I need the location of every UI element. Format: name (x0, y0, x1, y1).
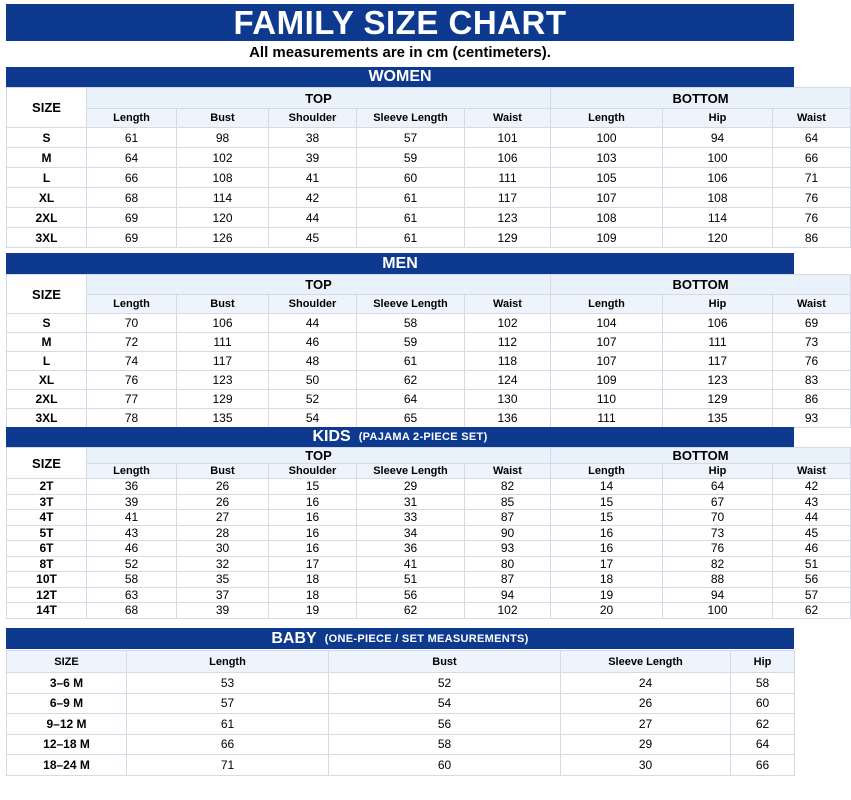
measurement-cell: 56 (329, 714, 561, 735)
measurement-cell: 108 (551, 208, 663, 228)
measurement-cell: 51 (357, 572, 465, 588)
measurement-cell: 86 (773, 390, 851, 409)
table-row (7, 693, 795, 714)
measurement-cell: 56 (357, 587, 465, 603)
measurement-cell: 57 (773, 587, 851, 603)
measurement-cell: 66 (731, 755, 795, 776)
measurement-cell: 16 (269, 541, 357, 557)
measurement-cell: 26 (177, 479, 269, 495)
measurement-cell: 61 (87, 128, 177, 148)
measurement-cell: 39 (87, 494, 177, 510)
measurement-cell: 17 (551, 556, 663, 572)
column-header: Length (551, 109, 663, 128)
measurement-cell: 36 (87, 479, 177, 495)
measurement-cell: 18 (269, 572, 357, 588)
measurement-cell: 126 (177, 228, 269, 248)
measurement-cell: 54 (329, 693, 561, 714)
women-section-title (6, 67, 794, 87)
size-label: S (7, 314, 87, 333)
measurement-cell: 106 (177, 314, 269, 333)
measurement-cell: 71 (127, 755, 329, 776)
measurement-cell: 64 (87, 148, 177, 168)
measurement-cell: 106 (465, 148, 551, 168)
measurement-cell: 46 (87, 541, 177, 557)
baby-size-table (6, 650, 795, 776)
measurement-cell: 136 (465, 409, 551, 428)
measurement-cell: 44 (269, 208, 357, 228)
table-row (7, 208, 851, 228)
kids-section-title (6, 427, 794, 447)
size-label: 3–6 M (7, 673, 127, 694)
measurement-cell: 67 (663, 494, 773, 510)
measurement-cell: 87 (465, 510, 551, 526)
measurement-cell: 51 (773, 556, 851, 572)
measurement-cell: 61 (357, 352, 465, 371)
column-header: Length (551, 464, 663, 479)
measurement-cell: 45 (269, 228, 357, 248)
measurement-cell: 31 (357, 494, 465, 510)
measurement-cell: 52 (87, 556, 177, 572)
table-row (7, 128, 851, 148)
measurement-cell: 94 (663, 587, 773, 603)
measurement-cell: 130 (465, 390, 551, 409)
size-label: 6–9 M (7, 693, 127, 714)
table-row (7, 572, 851, 588)
column-header: Hip (663, 464, 773, 479)
measurement-cell: 30 (561, 755, 731, 776)
baby-column-header: Hip (731, 651, 795, 673)
table-row (7, 352, 851, 371)
measurement-cell: 26 (177, 494, 269, 510)
size-label: 12T (7, 587, 87, 603)
size-label: 2XL (7, 208, 87, 228)
measurement-cell: 32 (177, 556, 269, 572)
baby-column-header: Sleeve Length (561, 651, 731, 673)
measurement-cell: 43 (773, 494, 851, 510)
measurement-cell: 60 (731, 693, 795, 714)
measurement-cell: 100 (551, 128, 663, 148)
measurement-cell: 120 (177, 208, 269, 228)
measurement-cell: 109 (551, 371, 663, 390)
measurement-cell: 107 (551, 352, 663, 371)
size-label: 3XL (7, 228, 87, 248)
column-header: Waist (773, 295, 851, 314)
measurement-cell: 61 (357, 208, 465, 228)
measurement-cell: 59 (357, 148, 465, 168)
measurement-cell: 94 (663, 128, 773, 148)
table-row (7, 148, 851, 168)
measurement-cell: 33 (357, 510, 465, 526)
measurement-cell: 123 (663, 371, 773, 390)
measurement-cell: 107 (551, 188, 663, 208)
table-row (7, 556, 851, 572)
table-row (7, 714, 795, 735)
measurement-cell: 117 (177, 352, 269, 371)
measurement-cell: 105 (551, 168, 663, 188)
measurement-cell: 76 (87, 371, 177, 390)
measurement-cell: 16 (551, 525, 663, 541)
size-column-header: SIZE (7, 448, 87, 479)
column-header: Waist (465, 295, 551, 314)
measurement-cell: 59 (357, 333, 465, 352)
size-label: 6T (7, 541, 87, 557)
measurement-cell: 94 (465, 587, 551, 603)
measurement-cell: 62 (773, 603, 851, 619)
measurement-cell: 93 (773, 409, 851, 428)
measurement-cell: 43 (87, 525, 177, 541)
measurement-cell: 19 (551, 587, 663, 603)
measurement-cell: 34 (357, 525, 465, 541)
measurement-cell: 24 (561, 673, 731, 694)
table-row (7, 409, 851, 428)
measurement-cell: 100 (663, 603, 773, 619)
measurement-cell: 93 (465, 541, 551, 557)
measurement-cell: 62 (357, 603, 465, 619)
measurement-cell: 58 (357, 314, 465, 333)
measurement-cell: 71 (773, 168, 851, 188)
table-row (7, 479, 851, 495)
measurement-cell: 68 (87, 603, 177, 619)
men-title: MEN (382, 254, 418, 272)
column-header: Waist (465, 109, 551, 128)
measurement-cell: 53 (127, 673, 329, 694)
measurement-cell: 46 (773, 541, 851, 557)
column-header: Bust (177, 109, 269, 128)
measurement-cell: 60 (357, 168, 465, 188)
size-label: S (7, 128, 87, 148)
baby-column-header: Bust (329, 651, 561, 673)
measurement-cell: 69 (87, 228, 177, 248)
measurement-cell: 50 (269, 371, 357, 390)
table-row (7, 587, 851, 603)
size-label: 12–18 M (7, 734, 127, 755)
measurement-cell: 64 (357, 390, 465, 409)
column-header: Length (87, 295, 177, 314)
measurement-cell: 18 (269, 587, 357, 603)
measurement-cell: 44 (773, 510, 851, 526)
size-label: L (7, 352, 87, 371)
kids-title: KIDS (312, 428, 351, 445)
measurement-cell: 38 (269, 128, 357, 148)
table-row (7, 390, 851, 409)
size-label: 4T (7, 510, 87, 526)
measurement-cell: 54 (269, 409, 357, 428)
measurement-cell: 14 (551, 479, 663, 495)
measurement-cell: 19 (269, 603, 357, 619)
measurement-cell: 17 (269, 556, 357, 572)
measurement-cell: 15 (269, 479, 357, 495)
table-row (7, 755, 795, 776)
bottom-group-header: BOTTOM (551, 448, 851, 464)
size-column-header: SIZE (7, 275, 87, 314)
table-row (7, 168, 851, 188)
measurement-cell: 56 (773, 572, 851, 588)
measurement-cell: 68 (87, 188, 177, 208)
measurement-cell: 69 (87, 208, 177, 228)
measurement-cell: 102 (465, 603, 551, 619)
measurement-cell: 85 (465, 494, 551, 510)
column-header: Sleeve Length (357, 109, 465, 128)
size-label: 18–24 M (7, 755, 127, 776)
measurement-cell: 42 (269, 188, 357, 208)
measurement-cell: 117 (465, 188, 551, 208)
measurement-cell: 129 (177, 390, 269, 409)
measurement-cell: 123 (177, 371, 269, 390)
kids-note: (PAJAMA 2-PIECE SET) (358, 431, 488, 443)
measurement-cell: 62 (731, 714, 795, 735)
table-row (7, 541, 851, 557)
measurement-cell: 83 (773, 371, 851, 390)
measurement-cell: 129 (465, 228, 551, 248)
measurement-cell: 16 (269, 525, 357, 541)
measurement-cell: 103 (551, 148, 663, 168)
table-row (7, 371, 851, 390)
measurement-cell: 129 (663, 390, 773, 409)
measurement-cell: 72 (87, 333, 177, 352)
column-header: Bust (177, 295, 269, 314)
measurement-cell: 118 (465, 352, 551, 371)
measurement-cell: 27 (561, 714, 731, 735)
measurement-cell: 135 (177, 409, 269, 428)
measurement-cell: 109 (551, 228, 663, 248)
measurement-cell: 69 (773, 314, 851, 333)
measurement-cell: 70 (663, 510, 773, 526)
measurement-cell: 41 (87, 510, 177, 526)
measurement-cell: 102 (177, 148, 269, 168)
measurement-cell: 52 (329, 673, 561, 694)
column-header: Sleeve Length (357, 464, 465, 479)
column-header: Bust (177, 464, 269, 479)
measurement-cell: 102 (465, 314, 551, 333)
measurement-cell: 124 (465, 371, 551, 390)
column-header: Waist (773, 464, 851, 479)
column-header: Waist (773, 109, 851, 128)
men-section-title (6, 253, 794, 274)
size-label: 3T (7, 494, 87, 510)
baby-column-header: Length (127, 651, 329, 673)
measurement-cell: 15 (551, 494, 663, 510)
size-label: L (7, 168, 87, 188)
measurement-cell: 112 (465, 333, 551, 352)
size-label: 2XL (7, 390, 87, 409)
measurement-cell: 58 (87, 572, 177, 588)
measurement-cell: 37 (177, 587, 269, 603)
table-row (7, 510, 851, 526)
measurement-cell: 90 (465, 525, 551, 541)
size-label: 10T (7, 572, 87, 588)
measurement-cell: 106 (663, 314, 773, 333)
baby-title: BABY (271, 629, 317, 647)
measurement-cell: 117 (663, 352, 773, 371)
measurement-cell: 61 (127, 714, 329, 735)
size-column-header: SIZE (7, 88, 87, 128)
size-label: M (7, 333, 87, 352)
measurement-cell: 28 (177, 525, 269, 541)
measurement-cell: 60 (329, 755, 561, 776)
measurement-cell: 35 (177, 572, 269, 588)
size-label: XL (7, 371, 87, 390)
measurement-cell: 30 (177, 541, 269, 557)
measurement-cell: 100 (663, 148, 773, 168)
measurement-cell: 106 (663, 168, 773, 188)
measurement-cell: 87 (465, 572, 551, 588)
measurement-cell: 111 (663, 333, 773, 352)
measurement-cell: 111 (551, 409, 663, 428)
measurement-cell: 88 (663, 572, 773, 588)
measurement-cell: 15 (551, 510, 663, 526)
measurement-cell: 57 (127, 693, 329, 714)
measurement-cell: 70 (87, 314, 177, 333)
table-row (7, 228, 851, 248)
top-group-header: TOP (87, 275, 551, 295)
table-row (7, 734, 795, 755)
measurement-cell: 18 (551, 572, 663, 588)
baby-note: (ONE-PIECE / SET MEASUREMENTS) (324, 632, 529, 645)
measurement-cell: 108 (177, 168, 269, 188)
measurement-cell: 64 (663, 479, 773, 495)
column-header: Length (87, 464, 177, 479)
table-row (7, 603, 851, 619)
measurement-cell: 66 (773, 148, 851, 168)
column-header: Shoulder (269, 109, 357, 128)
measurement-cell: 41 (357, 556, 465, 572)
measurement-cell: 123 (465, 208, 551, 228)
measurement-cell: 46 (269, 333, 357, 352)
size-label: M (7, 148, 87, 168)
measurement-cell: 76 (773, 188, 851, 208)
measurement-cell: 76 (663, 541, 773, 557)
measurement-cell: 98 (177, 128, 269, 148)
measurement-cell: 36 (357, 541, 465, 557)
measurement-cell: 66 (87, 168, 177, 188)
size-label: 8T (7, 556, 87, 572)
measurement-cell: 101 (465, 128, 551, 148)
measurement-cell: 111 (465, 168, 551, 188)
column-header: Shoulder (269, 295, 357, 314)
size-label: XL (7, 188, 87, 208)
measurement-cell: 82 (465, 479, 551, 495)
bottom-group-header: BOTTOM (551, 88, 851, 109)
measurement-cell: 42 (773, 479, 851, 495)
measurement-cell: 64 (731, 734, 795, 755)
measurement-cell: 104 (551, 314, 663, 333)
measurement-cell: 73 (773, 333, 851, 352)
measurement-cell: 61 (357, 228, 465, 248)
measurement-cell: 16 (551, 541, 663, 557)
column-header: Shoulder (269, 464, 357, 479)
measurement-cell: 66 (127, 734, 329, 755)
baby-column-header: SIZE (7, 651, 127, 673)
size-label: 9–12 M (7, 714, 127, 735)
table-row (7, 333, 851, 352)
measurement-cell: 73 (663, 525, 773, 541)
measurement-cell: 63 (87, 587, 177, 603)
measurement-cell: 65 (357, 409, 465, 428)
measurement-cell: 61 (357, 188, 465, 208)
table-row (7, 188, 851, 208)
measurement-cell: 45 (773, 525, 851, 541)
measurement-cell: 82 (663, 556, 773, 572)
men-size-table (6, 274, 851, 428)
column-header: Hip (663, 109, 773, 128)
measurement-cell: 39 (177, 603, 269, 619)
column-header: Hip (663, 295, 773, 314)
baby-section-title (6, 628, 794, 649)
measurement-cell: 110 (551, 390, 663, 409)
size-label: 2T (7, 479, 87, 495)
measurement-cell: 27 (177, 510, 269, 526)
measurement-cell: 29 (561, 734, 731, 755)
measurement-cell: 41 (269, 168, 357, 188)
measurement-cell: 76 (773, 352, 851, 371)
measurement-cell: 111 (177, 333, 269, 352)
measurement-cell: 58 (329, 734, 561, 755)
women-title: WOMEN (368, 68, 432, 85)
measurement-cell: 114 (663, 208, 773, 228)
chart-title: FAMILY SIZE CHART (6, 4, 794, 41)
column-header: Waist (465, 464, 551, 479)
column-header: Length (87, 109, 177, 128)
table-row (7, 494, 851, 510)
measurement-cell: 48 (269, 352, 357, 371)
measurement-cell: 114 (177, 188, 269, 208)
measurement-cell: 76 (773, 208, 851, 228)
top-group-header: TOP (87, 448, 551, 464)
size-label: 14T (7, 603, 87, 619)
measurement-cell: 74 (87, 352, 177, 371)
column-header: Length (551, 295, 663, 314)
measurement-cell: 77 (87, 390, 177, 409)
column-header: Sleeve Length (357, 295, 465, 314)
table-row (7, 525, 851, 541)
measurement-cell: 80 (465, 556, 551, 572)
measurement-cell: 58 (731, 673, 795, 694)
measurement-note: All measurements are in cm (centimeters). (249, 44, 551, 61)
measurement-cell: 64 (773, 128, 851, 148)
measurement-cell: 16 (269, 510, 357, 526)
women-size-table (6, 87, 851, 248)
measurement-cell: 20 (551, 603, 663, 619)
size-label: 5T (7, 525, 87, 541)
measurement-cell: 29 (357, 479, 465, 495)
measurement-cell: 135 (663, 409, 773, 428)
table-row (7, 673, 795, 694)
measurement-cell: 120 (663, 228, 773, 248)
measurement-cell: 44 (269, 314, 357, 333)
measurement-cell: 52 (269, 390, 357, 409)
measurement-cell: 86 (773, 228, 851, 248)
top-group-header: TOP (87, 88, 551, 109)
measurement-cell: 108 (663, 188, 773, 208)
table-row (7, 314, 851, 333)
bottom-group-header: BOTTOM (551, 275, 851, 295)
measurement-cell: 78 (87, 409, 177, 428)
size-label: 3XL (7, 409, 87, 428)
measurement-cell: 26 (561, 693, 731, 714)
kids-size-table (6, 447, 851, 619)
measurement-cell: 57 (357, 128, 465, 148)
measurement-cell: 39 (269, 148, 357, 168)
measurement-cell: 107 (551, 333, 663, 352)
measurement-cell: 16 (269, 494, 357, 510)
measurement-cell: 62 (357, 371, 465, 390)
